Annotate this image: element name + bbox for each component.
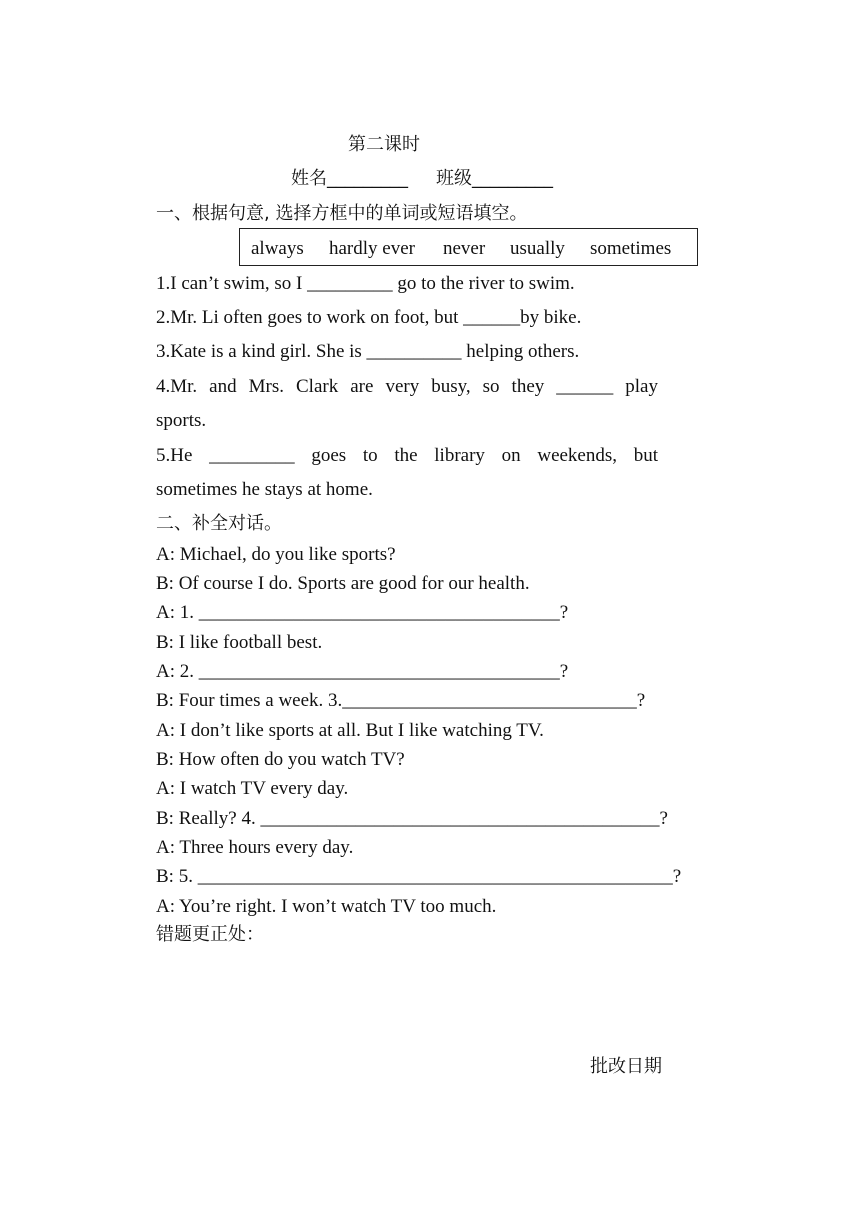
- question-4: [156, 376, 658, 398]
- word-option: sometimes: [590, 238, 672, 259]
- question-5: [156, 445, 658, 467]
- question-1: 1.I can’t swim, so I _________ go to the river to swim.: [156, 273, 575, 294]
- lesson-title: 第二课时: [348, 134, 420, 155]
- dialogue-line: A: 1. ______________________________________?: [156, 602, 569, 623]
- section-2-heading: 二、补全对话。: [156, 513, 282, 534]
- question-2: 2.Mr. Li often goes to work on foot, but ______by bike.: [156, 307, 582, 328]
- dialogue-line: B: I like football best.: [156, 632, 323, 653]
- section-1-heading: 一、根据句意, 选择方框中的单词或短语填空。: [156, 203, 528, 224]
- dialogue-line: A: Michael, do you like sports?: [156, 544, 396, 565]
- name-field-label: 姓名_________: [291, 168, 408, 189]
- word-bank-box: [239, 228, 698, 266]
- dialogue-line: A: You’re right. I won’t watch TV too much.: [156, 896, 497, 917]
- question-4-continued: sports.: [156, 410, 207, 431]
- correction-label: 错题更正处：: [156, 924, 264, 945]
- grading-date-label: 批改日期: [590, 1056, 662, 1077]
- dialogue-line: A: Three hours every day.: [156, 837, 354, 858]
- dialogue-line: B: 5. __________________________________________________?: [156, 866, 682, 887]
- question-3: 3.Kate is a kind girl. She is __________ helping others.: [156, 341, 580, 362]
- word-option: never: [443, 238, 486, 259]
- dialogue-line: B: How often do you watch TV?: [156, 749, 405, 770]
- dialogue-line: B: Of course I do. Sports are good for our health.: [156, 573, 530, 594]
- dialogue-line: A: I watch TV every day.: [156, 778, 349, 799]
- dialogue-line: A: I don’t like sports at all. But I like watching TV.: [156, 720, 544, 741]
- dialogue-line: A: 2. ______________________________________?: [156, 661, 569, 682]
- question-4-line1: 4.Mr. and Mrs. Clark are very busy, so they ______ play: [156, 376, 658, 397]
- dialogue-line: B: Really? 4. __________________________________________?: [156, 808, 668, 829]
- word-option: always: [251, 238, 304, 259]
- class-field-label: 班级_________: [436, 168, 553, 189]
- word-option: hardly ever: [329, 238, 415, 259]
- question-5-continued: sometimes he stays at home.: [156, 479, 373, 500]
- dialogue-line: B: Four times a week. 3._______________________________?: [156, 690, 646, 711]
- question-5-line1: 5.He _________ goes to the library on weekends, but: [156, 445, 658, 466]
- word-option: usually: [510, 238, 565, 259]
